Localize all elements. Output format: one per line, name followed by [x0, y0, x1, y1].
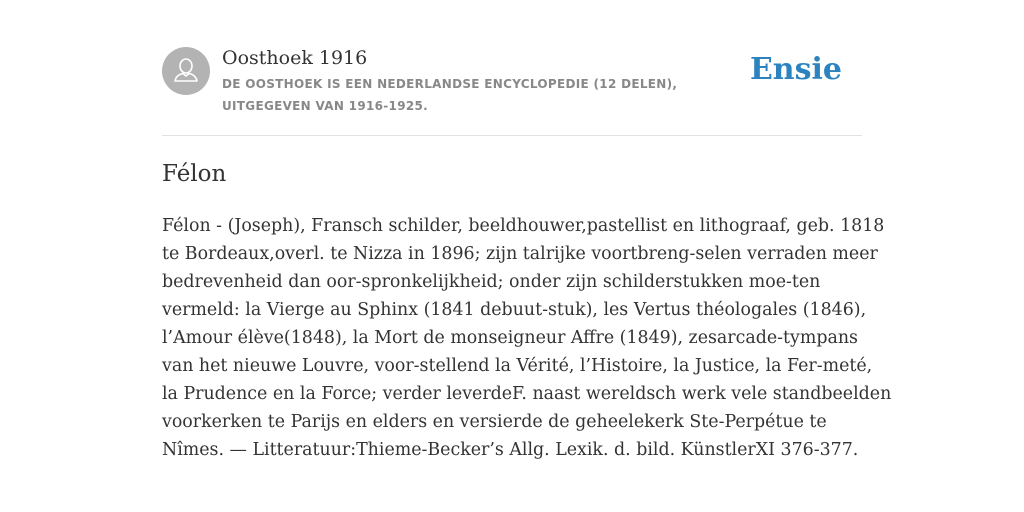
article-line: Félon - (Joseph), Fransch schilder, beeldhouwer,pastellist en lithograaf, geb. 1818 [162, 216, 885, 236]
article-line: l’Amour élève(1848), la Mort de monseigneur Affre (1849), zesarcade-tympans [162, 328, 858, 348]
article-line: vermeld: la Vierge au Sphinx (1841 debuut-stuk), les Vertus théologales (1846), [162, 300, 867, 320]
entry-header [162, 46, 862, 116]
article-body [162, 212, 892, 464]
author-description: DE OOSTHOEK IS EEN NEDERLANDSE ENCYCLOPEDIE (12 DELEN), UITGEGEVEN VAN 1916-1925. [222, 77, 678, 113]
article-line: van het nieuwe Louvre, voor-stellend la Vérité, l’Histoire, la Justice, la Fer-meté, [162, 356, 873, 376]
author-name-link[interactable]: Oosthoek 1916 [222, 47, 368, 69]
author-info [222, 46, 762, 117]
article-line: voorkerken te Parijs en elders en versierde de geheelekerk Ste-Perpétue te [162, 412, 827, 432]
article-title: Félon [162, 161, 227, 187]
article-line: Nîmes. — Litteratuur:Thieme-Becker’s Allg. Lexik. d. bild. KünstlerXI 376-377. [162, 440, 859, 460]
article-line: bedrevenheid dan oor-spronkelijkheid; onder zijn schilderstukken moe-ten [162, 272, 821, 292]
article-line: la Prudence en la Force; verder leverdeF. naast wereldsch werk vele standbeelden [162, 384, 892, 404]
user-silhouette-icon [162, 47, 210, 95]
ensie-logo[interactable]: Ensie [749, 52, 842, 87]
article-line: te Bordeaux,overl. te Nizza in 1896; zijn talrijke voortbreng-selen verraden meer [162, 244, 878, 264]
header-divider [162, 135, 862, 136]
author-avatar[interactable] [162, 47, 210, 95]
